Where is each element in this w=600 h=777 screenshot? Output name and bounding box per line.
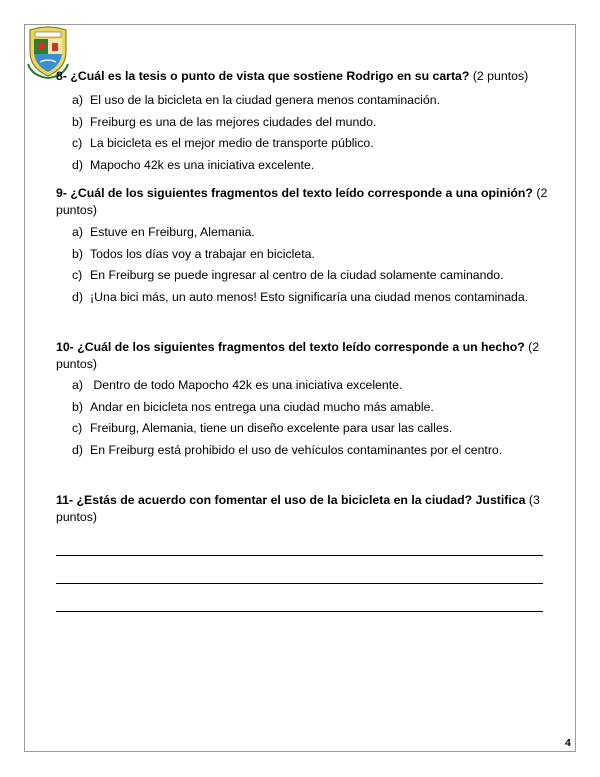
question-points: (2 puntos): [56, 186, 548, 217]
option-item: [72, 246, 552, 268]
option-item: [72, 377, 552, 399]
question-title: 11- ¿Estás de acuerdo con fomentar el uso de la bicicleta en la ciudad? Justifica: [56, 493, 526, 507]
question-9-options: [72, 224, 552, 310]
answer-line[interactable]: [56, 583, 543, 584]
question-9: [56, 185, 556, 218]
option-text: En Freiburg se puede ingresar al centro de la ciudad solamente caminando.: [90, 268, 504, 282]
option-text: ¡Una bici más, un auto menos! Esto significaría una ciudad menos contaminada.: [90, 289, 529, 304]
question-8: [56, 68, 556, 85]
option-letter: a): [72, 225, 83, 239]
option-text: Andar en bicicleta nos entrega una ciudad mucho más amable.: [90, 399, 434, 414]
option-item: [72, 267, 552, 289]
option-text: El uso de la bicicleta en la ciudad genera menos contaminación.: [90, 93, 440, 107]
question-points: (2 puntos): [472, 69, 529, 83]
option-item: [72, 420, 552, 442]
option-text: Mapocho 42k es una iniciativa excelente.: [90, 157, 315, 172]
question-points: (2 puntos): [56, 340, 540, 371]
option-letter: b): [72, 114, 83, 129]
option-letter: b): [72, 399, 83, 414]
question-10: [56, 339, 556, 372]
option-text: Freiburg es una de las mejores ciudades del mundo.: [90, 114, 377, 129]
question-title: 10- ¿Cuál de los siguientes fragmentos del texto leído corresponde a un hecho?: [56, 340, 525, 354]
option-item: [72, 224, 552, 246]
option-item: [72, 157, 552, 179]
option-item: [72, 289, 552, 311]
option-letter: a): [72, 378, 83, 392]
option-letter: d): [72, 442, 83, 457]
option-item: [72, 135, 552, 157]
option-letter: c): [72, 268, 83, 282]
option-letter: c): [72, 136, 83, 150]
option-text: Estuve en Freiburg, Alemania.: [90, 225, 255, 239]
option-letter: d): [72, 289, 83, 304]
question-8-options: [72, 92, 552, 178]
option-text: La bicicleta es el mejor medio de transporte público.: [90, 136, 374, 150]
question-title: 9- ¿Cuál de los siguientes fragmentos del texto leído corresponde a una opinión?: [56, 186, 533, 200]
option-text: En Freiburg está prohibido el uso de vehículos contaminantes por el centro.: [90, 442, 503, 457]
question-points: (3 puntos): [56, 493, 540, 524]
question-title: 8- ¿Cuál es la tesis o punto de vista que sostiene Rodrigo en su carta?: [56, 69, 470, 83]
option-item: [72, 114, 552, 136]
option-text: Freiburg, Alemania, tiene un diseño excelente para usar las calles.: [90, 421, 453, 435]
option-letter: c): [72, 421, 83, 435]
option-text: Todos los días voy a trabajar en bicicleta.: [90, 246, 315, 261]
answer-line[interactable]: [56, 555, 543, 556]
option-letter: a): [72, 93, 83, 107]
option-letter: b): [72, 246, 83, 261]
answer-line[interactable]: [56, 611, 543, 612]
option-letter: d): [72, 157, 83, 172]
option-text: Dentro de todo Mapocho 42k es una iniciativa excelente.: [90, 378, 403, 392]
question-10-options: [72, 377, 552, 463]
question-11: [56, 492, 556, 525]
option-item: [72, 92, 552, 114]
option-item: [72, 442, 552, 464]
option-item: [72, 399, 552, 421]
page-number: 4: [565, 737, 571, 749]
